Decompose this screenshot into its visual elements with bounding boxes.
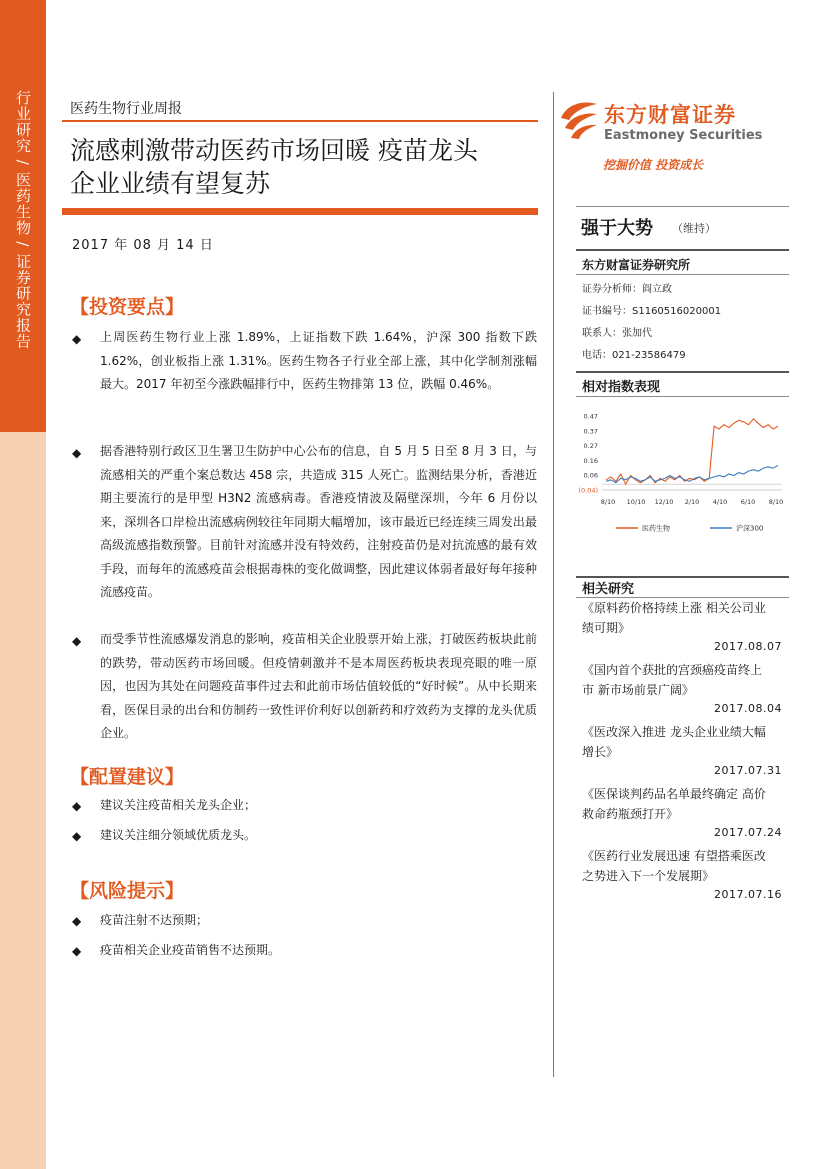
legend-label: 医药生物 [642, 524, 670, 533]
investment-paragraph-2: 据香港特别行政区卫生署卫生防护中心公布的信息，自 5 月 5 日至 8 月 3 日，与流感相关的严重个案总数达 458 宗，共造成 315 人死亡。监测结果分析，香港近期主要流行的是甲型 H3N2 流感病毒。香港疫情波及隔壁深圳，今年 6 月份以来，深圳各口岸检出流感病例较往年同期大幅增加，该市最近已经连续三周发出最高级流感指数预警。目前针对流感并没有特效药，注射疫苗仍是对抗流感的最有效手段，而每年的流感疫苗会根据毒株的变化做调整，因此建议体弱者最好每年接种流感疫苗。 [100, 444, 537, 599]
related-title: 相关研究 [582, 582, 635, 597]
related-item-line: 《国内首个获批的宫颈癌疫苗终上 [582, 663, 763, 677]
risk-item: 疫苗注射不达预期； [100, 913, 209, 927]
contact-person: 联系人：张加代 [582, 328, 652, 339]
related-item-title [582, 598, 787, 638]
brand-name-cn: 东方财富证券 [604, 103, 736, 127]
allocation-item: 建议关注疫苗相关龙头企业； [100, 798, 257, 812]
bullet-icon: ◆ [72, 332, 82, 346]
rating-label: 强于大势 [581, 218, 653, 239]
x-tick-label: 12/10 [654, 498, 674, 506]
bullet-icon: ◆ [72, 829, 82, 843]
report-type: 医药生物行业周报 [70, 101, 182, 117]
rating-sub: （维持） [672, 222, 716, 235]
side-band [0, 0, 46, 1169]
institute-rule [576, 274, 789, 275]
related-item-line: 增长》 [582, 745, 619, 759]
investment-heading: 【投资要点】 [70, 296, 185, 318]
related-item-title [582, 846, 787, 886]
related-item-line: 救命药瓶颈打开》 [582, 807, 679, 821]
header-rule [62, 120, 538, 122]
related-item-title [582, 784, 787, 824]
investment-paragraph-3: 而受季节性流感爆发消息的影响，疫苗相关企业股票开始上涨，打破医药板块此前的跌势，带动医药市场回暖。但疫情刺激并不是本周医药板块表现亮眼的唯一原因，也因为其处在问题疫苗事件过去和此前市场估值较低的“好时候”。从中长期来看，医保目录的出台和仿制药一致性评价利好以创新药和疗效药为支撑的龙头优质企业。 [100, 632, 537, 740]
y-tick-label: 0.27 [583, 442, 598, 451]
x-tick-label: 8/10 [768, 498, 784, 506]
related-item-title [582, 722, 787, 762]
brand-slogan: 挖掘价值 投资成长 [603, 158, 704, 172]
chart-section-title: 相对指数表现 [582, 380, 661, 395]
bullet-icon: ◆ [72, 799, 82, 813]
y-tick-label: 0.37 [583, 427, 598, 436]
vertical-category-label: 行业研究 / 医药生物 / 证券研究报告 [14, 90, 32, 350]
chart-rule-top [576, 371, 789, 373]
cert-number: 证书编号：S1160516020001 [582, 306, 722, 317]
title-line-2: 企业业绩有望复苏 [70, 169, 271, 198]
x-tick-label: 4/10 [712, 498, 728, 506]
related-item-date: 2017.07.24 [714, 826, 782, 839]
series-line [606, 465, 778, 482]
column-divider [553, 92, 554, 1077]
related-item-line: 《原料药价格持续上涨 相关公司业 [582, 601, 766, 615]
y-tick-label: (0.04) [578, 486, 598, 495]
related-item-line: 《医药行业发展迅速 有望搭乘医改 [582, 849, 766, 863]
related-item-title [582, 660, 787, 700]
related-item-line: 《医保谈判药品名单最终确定 高价 [582, 787, 766, 801]
legend-label: 沪深300 [736, 524, 764, 533]
related-item-date: 2017.07.31 [714, 764, 782, 777]
analyst-name: 证券分析师：阎立政 [582, 284, 672, 295]
rating-rule-top [576, 206, 789, 207]
report-date: 2017 年 08 月 14 日 [72, 238, 214, 253]
bullet-icon: ◆ [72, 914, 82, 928]
related-item-date: 2017.08.07 [714, 640, 782, 653]
rating-rule-bottom [576, 249, 789, 251]
investment-paragraph-1: 上周医药生物行业上涨 1.89%，上证指数下跌 1.64%，沪深 300 指数下跌 1.62%，创业板指上涨 1.31%。医药生物各子行业全部上涨，其中化学制剂涨幅最大。2017 年初至今涨跌幅排行中，医药生物排第 13 位，跌幅 0.46%。 [100, 330, 537, 391]
brand-logo-icon [557, 98, 601, 142]
x-tick-label: 6/10 [740, 498, 756, 506]
bullet-icon: ◆ [72, 944, 82, 958]
allocation-item: 建议关注细分领域优质龙头。 [100, 828, 257, 842]
related-item-line: 《医改深入推进 龙头企业业绩大幅 [582, 725, 766, 739]
y-tick-label: 0.47 [583, 412, 598, 421]
y-tick-label: 0.06 [583, 471, 598, 480]
page-title [70, 134, 540, 200]
related-item-date: 2017.07.16 [714, 888, 782, 901]
related-item-date: 2017.08.04 [714, 702, 782, 715]
series-line [606, 419, 778, 484]
phone-number: 电话：021-23586479 [582, 350, 686, 361]
y-tick-label: 0.16 [583, 456, 598, 465]
risk-item: 疫苗相关企业疫苗销售不达预期。 [100, 943, 281, 957]
institute-name: 东方财富证券研究所 [582, 258, 691, 272]
chart-rule-bottom [576, 396, 789, 397]
bullet-icon: ◆ [72, 634, 82, 648]
x-tick-label: 8/10 [600, 498, 616, 506]
x-tick-label: 10/10 [626, 498, 646, 506]
relative-index-chart [576, 404, 788, 560]
related-item-line: 市 新市场前景广阔》 [582, 683, 694, 697]
x-tick-label: 2/10 [684, 498, 700, 506]
bullet-icon: ◆ [72, 446, 82, 460]
title-line-1: 流感刺激带动医药市场回暖 疫苗龙头 [70, 136, 478, 165]
title-rule [62, 208, 538, 215]
related-item-line: 之势进入下一个发展期》 [582, 869, 715, 883]
related-item-line: 绩可期》 [582, 621, 631, 635]
brand-name-en: Eastmoney Securities [604, 128, 763, 143]
risk-heading: 【风险提示】 [70, 880, 185, 902]
allocation-heading: 【配置建议】 [70, 766, 185, 788]
